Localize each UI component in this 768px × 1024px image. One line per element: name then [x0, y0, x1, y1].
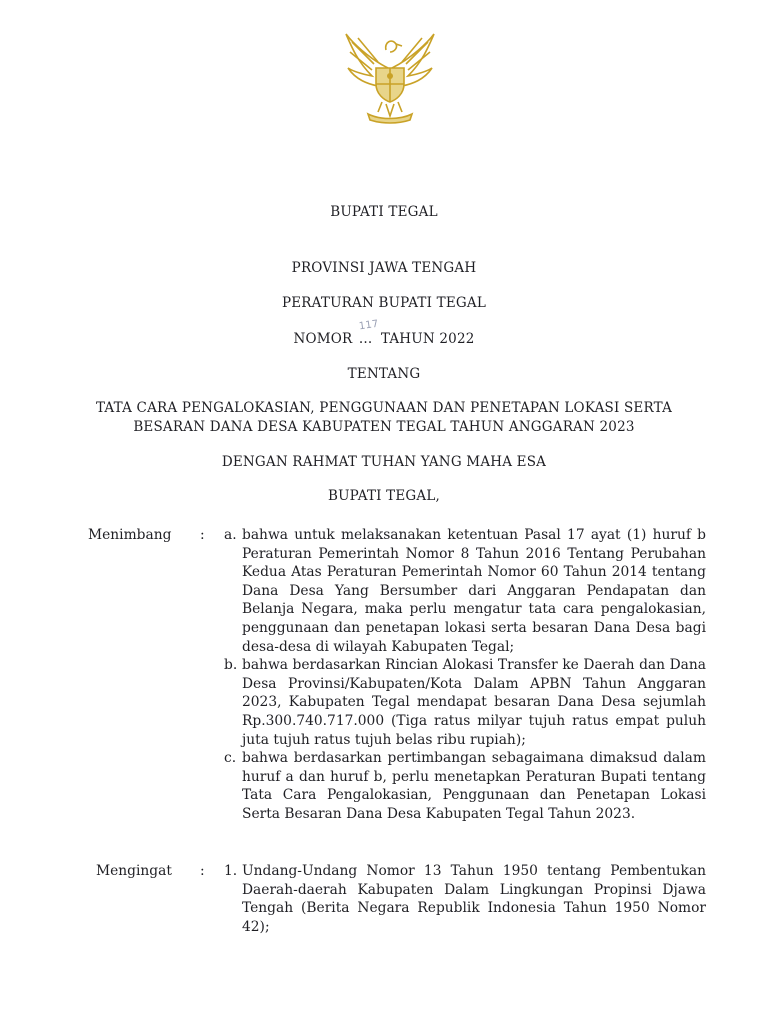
office-heading: BUPATI TEGAL	[330, 204, 438, 220]
number-prefix: NOMOR	[293, 331, 353, 347]
item-marker: b.	[224, 657, 238, 674]
grace-heading: DENGAN RAHMAT TUHAN YANG MAHA ESA	[221, 454, 547, 470]
garuda-emblem-icon	[338, 28, 442, 124]
title-line-1: TATA CARA PENGALOKASIAN, PENGGUNAAN DAN PENETAPAN LOKASI SERTA	[95, 400, 673, 416]
regulation-title	[70, 399, 698, 436]
item-text: Undang-Undang Nomor 13 Tahun 1950 tentang Pembentukan Daerah-daerah Kabupaten Dalam Lingkungan Propinsi Djawa Tengah (Berita Negara Republik Indonesia Tahun 1950 Nomor 42);	[242, 863, 706, 935]
mengingat-label: Mengingat	[96, 863, 172, 879]
item-text: bahwa untuk melaksanakan ketentuan Pasal 17 ayat (1) huruf b Peraturan Pemerintah Nomor 8 Tahun 2016 Tentang Perubahan Kedua Atas Peraturan Pemerintah Nomor 60 Tahun 2014 tentang Dana Desa Yang Bersumber dari Anggaran Pendapatan dan Belanja Negara, maka perlu mengatur tata cara pengalokasian, penggunaan dan penetapan lokasi serta besaran Dana Desa bagi desa-desa di wilayah Kabupaten Tegal;	[242, 527, 706, 655]
province-heading: PROVINSI JAWA TENGAH	[291, 260, 477, 276]
menimbang-label: Menimbang	[88, 527, 172, 543]
handwritten-number: 117	[358, 318, 380, 333]
regulation-type-heading: PERATURAN BUPATI TEGAL	[281, 295, 487, 311]
about-heading: TENTANG	[347, 366, 421, 382]
item-text: bahwa berdasarkan pertimbangan sebagaimana dimaksud dalam huruf a dan huruf b, perlu menetapkan Peraturan Bupati tentang Tata Cara Pengalokasian, Penggunaan dan Penetapan Lokasi Serta Besaran Dana Desa Kabupaten Tegal Tahun 2023.	[242, 750, 706, 822]
number-suffix: TAHUN 2022	[380, 331, 475, 347]
menimbang-colon: :	[200, 527, 205, 543]
item-marker: a.	[224, 527, 237, 543]
item-marker: 1.	[224, 863, 238, 879]
menimbang-section	[88, 526, 708, 824]
list-item	[88, 862, 708, 936]
list-item	[88, 526, 708, 656]
item-text: bahwa berdasarkan Rincian Alokasi Transfer ke Daerah dan Dana Desa Provinsi/Kabupaten/Kota Dalam APBN Tahun Anggaran 2023, Kabupaten Tegal mendapat besaran Dana Desa sejumlah Rp.300.740.717.000 (Tiga ratus milyar tujuh ratus empat puluh juta tujuh ratus tujuh belas ribu rupiah);	[242, 657, 706, 748]
mengingat-section	[88, 862, 708, 936]
number-dots: ...	[358, 331, 373, 347]
list-item	[88, 656, 708, 749]
regulation-number	[0, 318, 768, 348]
item-marker: c.	[224, 750, 237, 767]
title-line-2: BESARAN DANA DESA KABUPATEN TEGAL TAHUN ANGGARAN 2023	[133, 418, 635, 435]
office-closing-heading: BUPATI TEGAL,	[327, 488, 441, 504]
list-item	[88, 749, 708, 823]
mengingat-colon: :	[200, 863, 205, 879]
